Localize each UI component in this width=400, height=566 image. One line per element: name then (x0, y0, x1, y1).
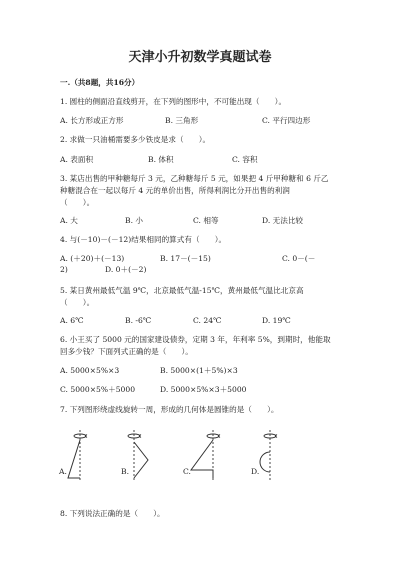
question-4-option-c-continued: 2) (60, 265, 68, 274)
question-3-option-d: D. 无法比较 (262, 216, 304, 225)
question-1-option-a: A. 长方形或正方形 (60, 116, 124, 125)
question-4-option-c: C. 0－(－ (282, 254, 316, 263)
question-5-option-c: C. 24℃ (193, 316, 222, 325)
section-heading: 一.（共8题，共16分） (60, 78, 140, 87)
question-1-stem: 1. 圆柱的侧面沿直线剪开，在下列的图形中，不可能出现（ ）。 (60, 97, 287, 106)
question-5-option-a: A. 6℃ (60, 316, 84, 325)
page-title: 天津小升初数学真题试卷 (128, 50, 272, 65)
figure-c-label: C. (183, 467, 191, 476)
question-6-stem-line-2: 回多少钱？下面列式正确的是（ ）。 (60, 347, 193, 356)
question-3-stem-line-3: （ ）。 (60, 198, 95, 207)
question-6-option-b: B. 5000×(1＋5%)×3 (160, 366, 238, 375)
question-4-option-d: D. 0＋(－2) (105, 265, 147, 274)
question-4-option-a: A. (＋20)＋(－13) (60, 254, 125, 263)
question-5-option-d: D. 19℃ (262, 316, 291, 325)
figure-d-label: D. (251, 467, 260, 476)
question-7-stem: 7. 下列图形绕虚线旋转一周，形成的几何体是圆锥的是（ ）。 (60, 405, 279, 414)
question-6-stem-line-1: 6. 小王买了 5000 元的国家建设债券，定期 3 年，年利率 5%，到期时，他能取 (60, 335, 331, 344)
figure-b-label: B. (121, 467, 129, 476)
figure-a-label: A. (59, 467, 67, 476)
question-5-option-b: B. -6℃ (125, 316, 152, 325)
question-2-option-c: C. 容积 (232, 155, 258, 164)
question-2-stem: 2. 求做一只油桶需要多少铁皮是求（ ）。 (60, 135, 211, 144)
question-5-stem: 5. 某日黄州最低气温 9℃，北京最低气温-15℃，黄州最低气温比北京高 (60, 286, 304, 295)
question-2-option-b: B. 体积 (148, 155, 174, 164)
question-6-option-d: D. 5000×5%×3＋5000 (160, 385, 247, 394)
question-4-stem: 4. 与(－10)－(－12)结果相同的算式有（ ）。 (60, 235, 227, 244)
question-5-stem-blank: （ ）。 (60, 298, 95, 307)
question-3-option-b: B. 小 (125, 216, 144, 225)
question-6-option-c: C. 5000×5%＋5000 (60, 385, 136, 394)
question-3-option-a: A. 大 (60, 216, 78, 225)
question-1-option-c: C. 平行四边形 (262, 116, 311, 125)
question-3-stem-line-1: 3. 某店出售的甲种糖每斤 3 元，乙种糖每斤 5 元，如果把 4 斤甲种糖和 6 斤乙 (60, 174, 329, 183)
question-6-option-a: A. 5000×5%×3 (60, 366, 120, 375)
question-3-stem-line-2: 种糖混合在一起以每斤 4 元的单价出售，所得利润比分开出售的利润 (60, 186, 290, 195)
question-8-stem: 8. 下列说法正确的是（ ）。 (60, 509, 165, 518)
question-2-option-a: A. 表面积 (60, 155, 94, 164)
figure-c (185, 430, 225, 485)
question-4-option-b: B. 17－(－15) (160, 254, 211, 263)
question-1-option-b: B. 三角形 (165, 116, 199, 125)
question-3-option-c: C. 相等 (193, 216, 219, 225)
